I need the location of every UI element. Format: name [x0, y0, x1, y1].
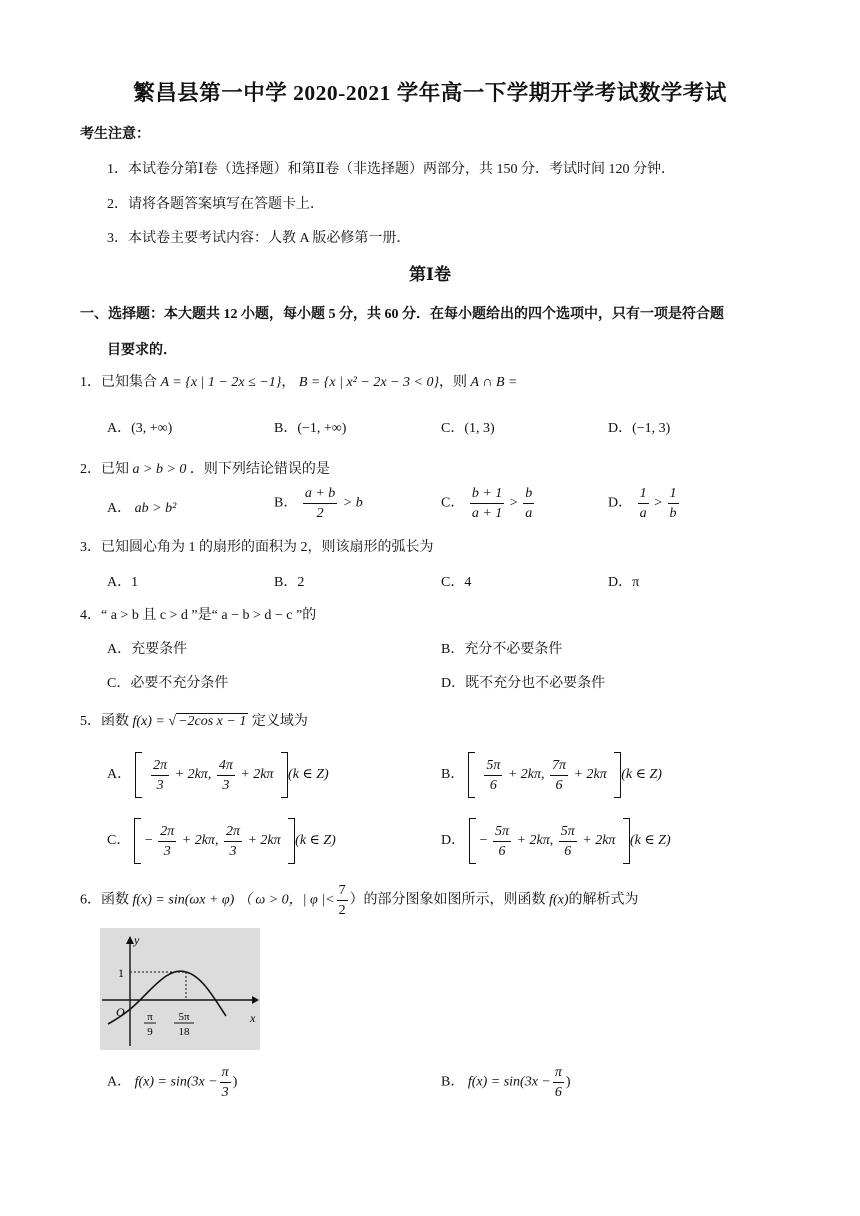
- q6-a-fraction: [220, 1064, 231, 1101]
- fraction-denominator: 3: [221, 1085, 229, 1100]
- question-3-stem: 3．已知圆心角为 1 的扇形的面积为 2，则该扇形的弧长为: [80, 540, 434, 555]
- question-1-stem: [80, 371, 517, 391]
- q1-stem-b: ，则: [439, 375, 468, 390]
- q1-option-a[interactable]: A．(3, +∞): [107, 421, 173, 436]
- sqrt-sign-icon: √: [168, 714, 177, 729]
- q5-d-frac-2: [559, 823, 577, 860]
- q5-b-frac-2: [550, 757, 568, 794]
- q1-option-c[interactable]: C．(1, 3): [441, 421, 495, 436]
- q5-d-term-1: + 2kπ,: [516, 833, 554, 849]
- x-axis-label: x: [250, 1011, 256, 1025]
- q2-option-a-expr: ab > b²: [134, 501, 177, 516]
- q5-a-term-2: + 2kπ: [240, 767, 274, 783]
- q5-label-d: D．: [441, 833, 466, 849]
- q2-option-b-fraction: [303, 485, 337, 522]
- notice-item-1: 1．本试卷分第Ⅰ卷（选择题）和第Ⅱ卷（非选择题）两部分，共 150 分．考试时间 120 分钟．: [107, 162, 676, 177]
- q4-option-a[interactable]: A．充要条件: [107, 642, 188, 657]
- part1-instructions-line1: 一、选择题：本大题共 12 小题，每小题 5 分，共 60 分．在每小题给出的四个选项中，只有一项是符合题: [80, 307, 724, 322]
- q2-option-d-fraction-2: [668, 485, 679, 522]
- q6-option-a[interactable]: [107, 1064, 237, 1101]
- q5-a-frac-1: [151, 757, 169, 794]
- y-axis-label: y: [134, 933, 140, 947]
- q2-stem-b: ．则下列结论错误的是: [189, 462, 330, 477]
- left-bracket-icon: [468, 752, 475, 798]
- fraction-denominator: 2: [316, 506, 324, 521]
- q1-set-b: B = {x | x² − 2x − 3 < 0}: [298, 375, 440, 390]
- q5-option-d[interactable]: [441, 818, 671, 864]
- fraction-denominator: a: [525, 506, 533, 521]
- x-tick-2-numerator: 5π: [178, 1011, 190, 1023]
- q2-option-c-fraction-2: [523, 485, 534, 522]
- q5-func: f(x) =: [132, 714, 165, 729]
- q2-stem-a: 2．已知: [80, 462, 129, 477]
- fraction-numerator: 5π: [484, 757, 502, 776]
- q2-condition: a > b > 0: [132, 462, 187, 477]
- q6-condition: （ ω > 0，| φ |<: [237, 892, 335, 908]
- q6-b-fraction: [553, 1064, 564, 1101]
- q5-b-tail: (k ∈ Z): [621, 767, 662, 783]
- fraction-denominator: 3: [156, 777, 164, 793]
- q6-label-a: A．: [107, 1074, 132, 1090]
- x-tick-1-numerator: π: [147, 1011, 153, 1023]
- q6-label-b: B．: [441, 1074, 465, 1090]
- q5-c-frac-2: [224, 823, 242, 860]
- q3-option-c[interactable]: C．4: [441, 575, 472, 590]
- q2-label-a: A．: [107, 501, 132, 516]
- q5-c-pre: −: [144, 833, 153, 849]
- q2-label-c: C．: [441, 495, 465, 511]
- q5-option-b[interactable]: [441, 752, 662, 798]
- fraction-numerator: 5π: [493, 823, 511, 842]
- q6-condition-fraction: [337, 882, 348, 919]
- q6-stem-a: 6．函数: [80, 892, 129, 908]
- q5-d-term-2: + 2kπ: [582, 833, 616, 849]
- fraction-numerator: 2π: [151, 757, 169, 776]
- q6-b-pre: f(x) = sin(3x −: [467, 1074, 551, 1090]
- q2-option-d-fraction-1: [638, 485, 649, 522]
- q2-option-b[interactable]: [274, 485, 363, 522]
- notice-heading: 考生注意：: [80, 127, 150, 142]
- q5-c-term-1: + 2kπ,: [181, 833, 219, 849]
- q2-option-c-gt: >: [509, 495, 518, 511]
- q1-ask: A ∩ B =: [470, 375, 518, 390]
- fraction-numerator: 2π: [158, 823, 176, 842]
- question-6-stem: [80, 882, 639, 919]
- q5-d-frac-1: [493, 823, 511, 860]
- fraction-denominator: 3: [222, 777, 230, 793]
- q5-radicand: −2cos x − 1: [178, 714, 247, 729]
- q5-option-c[interactable]: [107, 818, 336, 864]
- q2-option-d-gt: >: [654, 495, 663, 511]
- fraction-numerator: a + b: [303, 485, 337, 504]
- fraction-numerator: π: [553, 1064, 564, 1083]
- q5-a-frac-2: [217, 757, 235, 794]
- q5-d-tail: (k ∈ Z): [629, 833, 671, 849]
- part1-instructions-line2: 目要求的．: [107, 343, 177, 358]
- q6-stem-c: 的解析式为: [568, 892, 639, 908]
- section-title: 第Ⅰ卷: [409, 265, 451, 284]
- q4-option-c[interactable]: C．必要不充分条件: [107, 676, 229, 691]
- fraction-numerator: b + 1: [470, 485, 504, 504]
- q5-c-term-2: + 2kπ: [247, 833, 281, 849]
- q6-a-post: ): [232, 1074, 238, 1090]
- q5-a-tail: (k ∈ Z): [288, 767, 329, 783]
- right-bracket-icon: [281, 752, 288, 798]
- q6-a-pre: f(x) = sin(3x −: [134, 1074, 218, 1090]
- q6-fx: f(x): [549, 892, 569, 908]
- q1-option-b[interactable]: B．(−1, +∞): [274, 421, 347, 436]
- fraction-numerator: π: [220, 1064, 231, 1083]
- q2-option-b-tail: > b: [342, 495, 363, 511]
- left-bracket-icon: [469, 818, 476, 864]
- fraction-denominator: 6: [498, 843, 506, 859]
- fraction-denominator: 6: [555, 777, 563, 793]
- q3-option-a[interactable]: A．1: [107, 575, 139, 590]
- q6-stem-b: ）的部分图象如图所示，则函数: [349, 892, 546, 908]
- q5-c-frac-1: [158, 823, 176, 860]
- q1-stem-a: 1．已知集合: [80, 375, 157, 390]
- fraction-denominator: a + 1: [471, 506, 503, 521]
- q4-option-b[interactable]: B．充分不必要条件: [441, 642, 563, 657]
- notice-item-2: 2．请将各题答案填写在答题卡上．: [107, 197, 324, 212]
- q2-option-d[interactable]: [608, 485, 681, 522]
- q5-b-frac-1: [484, 757, 502, 794]
- q5-d-pre: −: [479, 833, 488, 849]
- q3-option-d[interactable]: D．π: [608, 575, 640, 590]
- left-bracket-icon: [135, 752, 142, 798]
- fraction-denominator: 6: [489, 777, 497, 793]
- q1-sep: ，: [281, 375, 296, 390]
- q6-graph-svg: [100, 928, 260, 1050]
- fraction-numerator: b: [523, 485, 534, 504]
- q6-b-post: ): [565, 1074, 571, 1090]
- fraction-numerator: 5π: [559, 823, 577, 842]
- right-bracket-icon: [623, 818, 630, 864]
- fraction-denominator: 6: [564, 843, 572, 859]
- q2-option-a[interactable]: [107, 497, 176, 517]
- q5-b-term-2: + 2kπ: [573, 767, 607, 783]
- question-2-stem: [80, 458, 330, 478]
- fraction-numerator: 7: [337, 882, 348, 901]
- y-tick-one: 1: [118, 966, 124, 980]
- q1-set-a: A = {x | 1 − 2x ≤ −1}: [160, 375, 282, 390]
- x-tick-1-denominator: 9: [147, 1026, 153, 1038]
- fraction-denominator: a: [639, 506, 647, 521]
- q5-c-tail: (k ∈ Z): [295, 833, 336, 849]
- q5-option-a[interactable]: [107, 752, 329, 798]
- fraction-denominator: 3: [229, 843, 237, 859]
- fraction-denominator: 6: [554, 1085, 562, 1100]
- question-4-stem: 4．“ a > b 且 c > d ”是“ a − b > d − c ”的: [80, 608, 317, 623]
- origin-label: O: [116, 1005, 125, 1019]
- fraction-numerator: 1: [638, 485, 649, 504]
- question-5-stem: [80, 710, 308, 730]
- fraction-denominator: b: [669, 506, 677, 521]
- notice-item-3: 3．本试卷主要考试内容：人教 A 版必修第一册．: [107, 231, 411, 246]
- y-axis-arrow-icon: [126, 936, 134, 944]
- fraction-denominator: 3: [163, 843, 171, 859]
- q5-label-c: C．: [107, 833, 131, 849]
- q2-label-b: B．: [274, 495, 298, 511]
- left-bracket-icon: [134, 818, 141, 864]
- q2-option-c-fraction-1: [470, 485, 504, 522]
- q6-func: f(x) = sin(ωx + φ): [132, 892, 235, 908]
- q5-b-term-1: + 2kπ,: [507, 767, 545, 783]
- q5-a-term-1: + 2kπ,: [174, 767, 212, 783]
- q5-stem-b: 定义域为: [251, 714, 308, 729]
- q1-option-d[interactable]: D．(−1, 3): [608, 421, 671, 436]
- q3-option-b[interactable]: B．2: [274, 575, 305, 590]
- q6-function-graph: [100, 928, 260, 1050]
- x-axis-arrow-icon: [252, 996, 259, 1004]
- fraction-numerator: 1: [668, 485, 679, 504]
- q5-label-a: A．: [107, 767, 132, 783]
- fraction-numerator: 7π: [550, 757, 568, 776]
- q5-label-b: B．: [441, 767, 465, 783]
- sine-curve: [108, 971, 226, 1024]
- q2-option-c[interactable]: [441, 485, 536, 522]
- fraction-denominator: 2: [338, 903, 346, 918]
- fraction-numerator: 4π: [217, 757, 235, 776]
- exam-title: 繁昌县第一中学 2020-2021 学年高一下学期开学考试数学考试: [133, 81, 727, 105]
- q6-option-b[interactable]: [441, 1064, 571, 1101]
- x-tick-2-denominator: 18: [178, 1026, 190, 1038]
- q4-option-d[interactable]: D．既不充分也不必要条件: [441, 676, 606, 691]
- q2-label-d: D．: [608, 495, 633, 511]
- fraction-numerator: 2π: [224, 823, 242, 842]
- q5-stem-a: 5．函数: [80, 714, 129, 729]
